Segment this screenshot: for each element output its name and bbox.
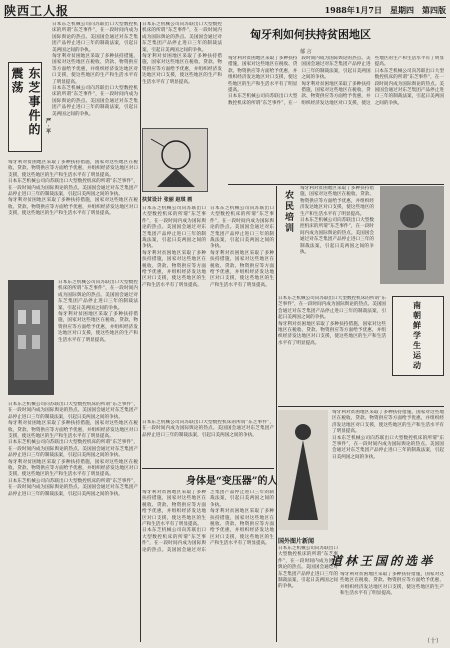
ct-text-1: 日本东芝机械公司向苏联出口大型数控机床的所谓“东芝事件”，在一段时间内成为国际舆论的热点。美国国会通过对东芝集团产品停止进口三年的制裁法案，引起日美两国之间的争执。: [142, 22, 222, 53]
cm-text-1: 日本东芝机械公司向苏联出口大型数控机床的所谓“东芝事件”，在一段时间内成为国际舆论的热点。美国国会通过对东芝集团产品停止进口三年的制裁法案，引起日美两国之间的争执。: [142, 206, 206, 250]
cartoon-caption: 扶贫设计 张丽 赵琪 画: [142, 197, 193, 203]
photo-news-image: [278, 410, 328, 530]
hilly-photo-image: [380, 186, 444, 284]
affair-headline: 东芝事件的震荡: [10, 67, 41, 137]
issue-date: 1988年1月7日: [324, 5, 382, 15]
korea-headline-box: [392, 296, 444, 376]
affair-text-4: 匈牙利对贫困地区采取了多种扶持措施，国家对这些地区在税收、贷款、物资供应等方面给予优惠，并组织经济发达地区对口支援，使这些地区的生产和生活水平有了明显提高。: [8, 160, 138, 178]
affair-text-5: 日本东芝机械公司向苏联出口大型数控机床的所谓“东芝事件”，在一段时间内成为国际舆论的热点。美国国会通过对东芝集团产品停止进口三年的制裁法案，引起日美两国之间的争执。: [8, 179, 138, 198]
issue-weekday: 星期四: [390, 5, 414, 15]
cartoon-image: [142, 128, 208, 192]
center-lower-text: [142, 420, 274, 468]
affair-headline-box: [8, 62, 42, 152]
left-photo: [8, 280, 54, 395]
cm-text-3: 日本东芝机械公司向苏联出口大型数控机床的所谓“东芝事件”，在一段时间内成为国际舆论的热点。美国国会通过对东芝集团产品停止进口三年的制裁法案，引起日美两国之间的争执。: [210, 206, 274, 250]
affair-text: 日本东芝机械公司向苏联出口大型数控机床的所谓“东芝事件”，在一段时间内成为国际舆论的热点。美国国会通过对东芝集团产品停止进口三年的制裁法案，引起日美两国之间的争执。: [52, 22, 138, 53]
bl-text-1: 日本东芝机械公司向苏联出口大型数控机床的所谓“东芝事件”，在一段时间内成为国际舆论的热点。美国国会通过对东芝集团产品停止进口三年的制裁法案，引起日美两国之间的争执。: [8, 402, 138, 420]
bb-text-1: 匈牙利对贫困地区采取了多种扶持措施，国家对这些地区在税收、贷款、物资供应等方面给予优惠，并组织经济发达地区对口支援，使这些地区的生产和生活水平有了明显提高。: [142, 490, 206, 528]
photo-news-title: 国外图片新闻: [278, 538, 315, 545]
kg-text-1: 匈牙利对贫困地区采取了多种扶持措施，国家对这些地区在税收、贷款、物资供应等方面给予优惠，并组织经济发达地区对口支援，使这些地区的生产和生活水平有了明显提高。: [340, 572, 444, 597]
cl-text-1: 日本东芝机械公司向苏联出口大型数控机床的所谓“东芝事件”，在一段时间内成为国际舆论的热点。美国国会通过对东芝集团产品停止进口三年的制裁法案，引起日美两国之间的争执。: [142, 420, 274, 438]
ct-text-2: 匈牙利对贫困地区采取了多种扶持措施，国家对这些地区在税收、贷款、物资供应等方面给予优惠，并组织经济发达地区对口支援，使这些地区的生产和生活水平有了明显提高。: [142, 54, 222, 85]
blackbody-headline: 身体是“变压器”的人: [186, 476, 278, 487]
mid-text: 日本东芝机械公司向苏联出口大型数控机床的所谓“东芝事件”，在一段时间内成为国际舆论的热点。美国国会通过对东芝集团产品停止进口三年的制裁法案，引起日美两国之间的争执。: [58, 280, 138, 311]
issue-page: 第四版: [422, 5, 446, 15]
right-lower-text: [332, 410, 444, 532]
hl-text-1: 匈牙利对贫困地区采取了多种扶持措施，国家对这些地区在税收、贷款、物资供应等方面给予优惠，并组织经济发达地区对口支援，使这些地区的生产和生活水平有了明显提高。: [300, 186, 374, 217]
masthead: [4, 4, 446, 18]
cm-text-4: 匈牙利对贫困地区采取了多种扶持措施，国家对这些地区在税收、贷款、物资供应等方面给予优惠，并组织经济发达地区对口支援，使这些地区的生产和生活水平有了明显提高。: [210, 250, 274, 288]
korea-headline: 南朝鲜学生运动: [412, 301, 423, 371]
hungary-headline: 匈牙利如何扶持贫困地区: [250, 28, 371, 41]
page-number: （十）: [423, 638, 442, 645]
center-top-text: [142, 22, 222, 126]
hilly-photo: [380, 186, 444, 284]
affair-body-2: [8, 160, 138, 275]
hungary-byline: 郁 言: [300, 49, 312, 55]
bl-text-4: 匈牙利对贫困地区采取了多种扶持措施，国家对这些地区在税收、贷款、物资供应等方面给予优惠，并组织经济发达地区对口支援，使这些地区的生产和生活水平有了明显提高。: [8, 459, 138, 478]
hg-text-4: 日本东芝机械公司向苏联出口大型数控机床的所谓“东芝事件”，在一段时间内成为国际舆论的热点。美国国会通过对东芝集团产品停止进口三年的制裁法案，引起日美两国之间的争执。: [374, 68, 444, 106]
photo-news-text: [278, 546, 338, 638]
cartoon-drawing: [143, 129, 208, 192]
col-divider-2: [276, 186, 277, 642]
left-photo-image: [8, 280, 54, 395]
hg-text-2: 日本东芝机械公司向苏联出口大型数控机床的所谓“东芝事件”，在一段时间内成为国际舆论的热点。美国国会通过对东芝集团产品停止进口三年的制裁法案，引起日美两国之间的争执。: [228, 56, 371, 106]
row-divider-1: [228, 184, 444, 185]
bl-text-3: 日本东芝机械公司向苏联出口大型数控机床的所谓“东芝事件”，在一段时间内成为国际舆论的热点。美国国会通过对东芝集团产品停止进口三年的制裁法案，引起日美两国之间的争执。: [8, 440, 138, 459]
bl-text-5: 日本东芝机械公司向苏联出口大型数控机床的所谓“东芝事件”，在一段时间内成为国际舆论的热点。美国国会通过对东芝集团产品停止进口三年的制裁法案，引起日美两国之间的争执。: [8, 478, 138, 497]
left-mid-text: [58, 280, 138, 398]
rl-text-2: 日本东芝机械公司向苏联出口大型数控机床的所谓“东芝事件”，在一段时间内成为国际舆论的热点。美国国会通过对东芝集团产品停止进口三年的制裁法案，引起日美两国之间的争执。: [332, 435, 444, 460]
photo-news-drawing: [278, 410, 328, 530]
col-divider-1: [140, 22, 141, 642]
blackbody-body: [142, 490, 274, 640]
ko-text-1: 日本东芝机械公司向苏联出口大型数控机床的所谓“东芝事件”，在一段时间内成为国际舆论的热点。美国国会通过对东芝集团产品停止进口三年的制裁法案，引起日美两国之间的争执。: [278, 296, 386, 321]
hilly-headline: 农民培训: [283, 190, 293, 234]
hungary-body: [228, 56, 444, 184]
affair-text-6: 匈牙利对贫困地区采取了多种扶持措施，国家对这些地区在税收、贷款、物资供应等方面给予优惠，并组织经济发达地区对口支援，使这些地区的生产和生活水平有了明显提高。: [8, 198, 138, 217]
row-divider-2: [142, 468, 274, 469]
kingdom-headline: 道林王国的选举: [330, 554, 436, 568]
bl-text-2: 匈牙利对贫困地区采取了多种扶持措施，国家对这些地区在税收、贷款、物资供应等方面给予优惠，并组织经济发达地区对口支援，使这些地区的生产和生活水平有了明显提高。: [8, 421, 138, 440]
newspaper-logo: 陕西工人报: [4, 4, 70, 18]
rl-text-1: 匈牙利对贫困地区采取了多种扶持措施，国家对这些地区在税收、贷款、物资供应等方面给予优惠，并组织经济发达地区对口支援，使这些地区的生产和生活水平有了明显提高。: [332, 410, 444, 435]
korea-text: [278, 296, 386, 406]
ko-text-2: 匈牙利对贫困地区采取了多种扶持措施，国家对这些地区在税收、贷款、物资供应等方面给予优惠，并组织经济发达地区对口支援，使这些地区的生产和生活水平有了明显提高。: [278, 321, 386, 346]
mid-text-2: 匈牙利对贫困地区采取了多种扶持措施，国家对这些地区在税收、贷款、物资供应等方面给予优惠，并组织经济发达地区对口支援，使这些地区的生产和生活水平有了明显提高。: [58, 312, 138, 343]
center-mid-text: [142, 206, 274, 416]
affair-text-3: 日本东芝机械公司向苏联出口大型数控机床的所谓“东芝事件”，在一段时间内成为国际舆论的热点。美国国会通过对东芝集团产品停止进口三年的制裁法案，引起日美两国之间的争执。: [52, 86, 138, 117]
hg-text-1: 匈牙利对贫困地区采取了多种扶持措施，国家对这些地区在税收、贷款、物资供应等方面给予优惠，并组织经济发达地区对口支援，使这些地区的生产和生活水平有了明显提高。: [228, 56, 298, 94]
bb-text-2: 日本东芝机械公司向苏联出口大型数控机床的所谓“东芝事件”，在一段时间内成为国际舆论的热点。美国国会通过对东芝集团产品停止进口三年的制裁法案，引起日美两国之间的争执。: [142, 490, 274, 553]
cm-text-2: 匈牙利对贫困地区采取了多种扶持措施，国家对这些地区在税收、贷款、物资供应等方面给予优惠，并组织经济发达地区对口支援，使这些地区的生产和生活水平有了明显提高。: [142, 250, 206, 288]
row-divider-3: [278, 406, 444, 407]
hilly-text: [300, 186, 374, 294]
affair-byline: 严·平: [45, 118, 51, 136]
affair-text-2: 匈牙利对贫困地区采取了多种扶持措施，国家对这些地区在税收、贷款、物资供应等方面给予优惠，并组织经济发达地区对口支援，使这些地区的生产和生活水平有了明显提高。: [52, 54, 138, 85]
hg-text-3: 匈牙利对贫困地区采取了多种扶持措施，国家对这些地区在税收、贷款、物资供应等方面给予优惠，并组织经济发达地区对口支援，使这些地区的生产和生活水平有了明显提高。: [301, 56, 444, 106]
bottom-left-text: [8, 402, 138, 642]
kingdom-text: [340, 572, 444, 638]
pn-text-1: 日本东芝机械公司向苏联出口大型数控机床的所谓“东芝事件”，在一段时间内成为国际舆论的热点。美国国会通过对东芝集团产品停止进口三年的制裁法案，引起日美两国之间的争执。: [278, 546, 338, 590]
hl-text-2: 日本东芝机械公司向苏联出口大型数控机床的所谓“东芝事件”，在一段时间内成为国际舆论的热点。美国国会通过对东芝集团产品停止进口三年的制裁法案，引起日美两国之间的争执。: [300, 218, 374, 256]
bb-text-3: 匈牙利对贫困地区采取了多种扶持措施，国家对这些地区在税收、贷款、物资供应等方面给予优惠，并组织经济发达地区对口支援，使这些地区的生产和生活水平有了明显提高。: [210, 509, 274, 547]
